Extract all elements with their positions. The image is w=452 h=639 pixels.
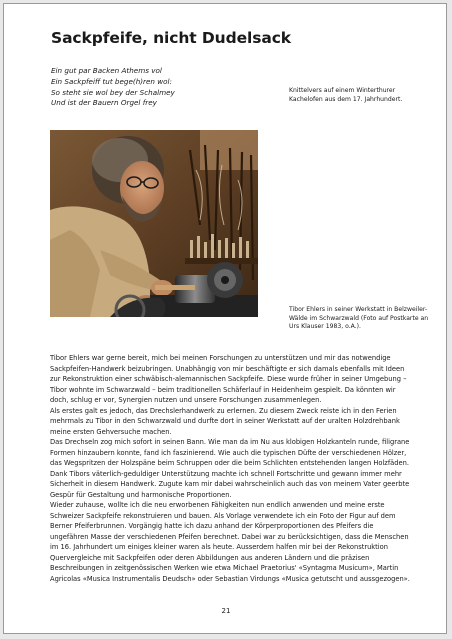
workshop-photo-image bbox=[50, 130, 258, 317]
verse-block bbox=[51, 66, 271, 109]
photo-caption: Tibor Ehlers in seiner Werkstatt in Belzweiler-Wälde im Schwarzwald (Foto auf Postkarte an Urs Klauser 1983, o.A.). bbox=[289, 306, 429, 331]
document-page bbox=[3, 3, 447, 634]
workshop-photo bbox=[50, 130, 258, 317]
verse-line: Ein Sackpfeiff tut bege(h)ren wol: bbox=[51, 76, 172, 86]
paragraph: Tibor Ehlers war gerne bereit, mich bei meinen Forschungen zu unterstützen und mir das notwendige Sackpfeifen-Handwerk beizubringen. Unabhängig von mir beschäftigte er sich damals ebenfalls mit Ideen zur Rekonstruktion einer schwäbisch-alemannischen Sackpfeife. Diese wurde früher in seiner Umgebung – Tibor wohnte im Schwarzwald – beim traditionellen Schäferlauf in Heidenheim gespielt. Da könnten wir doch, schlug er vor, Synergien nutzen und unsere Forschungen zusammenlegen. bbox=[50, 354, 407, 404]
page-title: Sackpfeife, nicht Dudelsack bbox=[51, 29, 292, 47]
verse-line: Und ist der Bauern Orgel frey bbox=[51, 98, 157, 108]
paragraph: Als erstes galt es jedoch, das Drechslerhandwerk zu erlernen. Zu diesem Zweck reiste ich in den Ferien mehrmals zu Tibor in den Schwarzwald und durfte dort in seiner Werkstatt auf der uralten Holzdrehbank meine ersten Gehversuche machen. bbox=[50, 406, 400, 436]
page-number: 21 bbox=[221, 607, 231, 615]
verse-line: So steht sie wol bey der Schalmey bbox=[51, 87, 175, 97]
verse-caption: Knittelvers auf einem Winterthurer Kachelofen aus dem 17. Jahrhundert. bbox=[289, 87, 403, 103]
body-text bbox=[50, 353, 414, 584]
paragraph: Wieder zuhause, wollte ich die neu erworbenen Fähigkeiten nun endlich anwenden und meine erste Schweizer Sackpfeife rekonstruieren und bauen. Als Vorlage verwendete ich ein Foto der Figur auf dem Berner Pfeiferbrunnen. Vorgängig hatte ich dazu anhand der Körperproportionen des Pfeifers die ungefähren Masse der verschiedenen Pfeifen berechnet. Dabei war zu berücksichtigen, dass die Menschen im 16. Jahrhundert um einiges kleiner waren als heute. Ausserdem halfen mir bei der Rekonstruktion Quervergleiche mit Sackpfeifen oder deren Abbildungen aus anderen Ländern und die präzisen Beschreibungen in zeitgenössischen Werken wie etwa Michael Praetorius' «Syntagma Musicum», Martin Agricolas «Musica Instrumentalis Deudsch» oder Sebastian Virdungs «Musica getutscht und aussgezogen». bbox=[50, 501, 410, 583]
paragraph: Das Drechseln zog mich sofort in seinen Bann. Wie man da im Nu aus klobigen Holzkanteln runde, filigrane Formen hinzaubern konnte, fand ich faszinierend. Wie auch die typischen Düfte der verschiedenen Hölzer, das Wegspritzen der Holzspäne beim Schruppen oder die beim Schlichten entstehenden langen Holzfäden. Dank Tibors väterlich-geduldiger Unterstützung machte ich schnell Fortschritte und gewann immer mehr Sicherheit in diesem Handwerk. Zugute kam mir dabei wahrscheinlich auch das von meinem Vater geerbte Gespür für Gestaltung und harmonische Proportionen. bbox=[50, 438, 410, 499]
verse-line: Ein gut par Backen Athems vol bbox=[51, 66, 162, 75]
